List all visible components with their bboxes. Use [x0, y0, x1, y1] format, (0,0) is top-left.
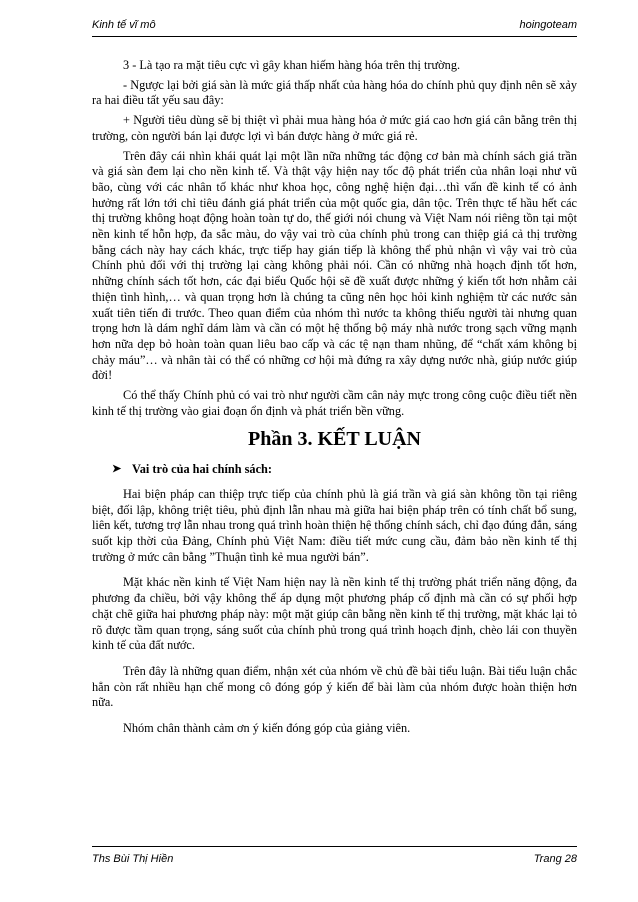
bullet-heading-text: Vai trò của hai chính sách: [132, 462, 272, 477]
paragraph: - Ngược lại bởi giá sàn là mức giá thấp nhất của hàng hóa do chính phủ quy định nên sẽ xảy ra hai điều tất yếu sau đây: [92, 77, 577, 108]
page-header [92, 16, 577, 37]
paragraph: Hai biện pháp can thiệp trực tiếp của chính phủ là giá trần và giá sàn không tồn tại riêng biệt, đối lập, không triệt tiêu, phủ định lẫn nhau mà giữa hai biện pháp trên có tính chất bổ sung, liên kết, tương trợ lẫn nhau trong quá trình hoàn thiện hệ thống chính sách, chỉ đạo đúng đắn, sáng suốt kịp thời của Đảng, Chính phủ Việt Nam: điều tiết mức cung cầu, đảm bảo nền kinh tế thị trường ở mức cân bằng ”Thuận tình kẻ mua người bán”. [92, 486, 577, 564]
footer-author: Ths Bùi Thị Hiền [92, 853, 174, 865]
page-footer [92, 846, 577, 867]
bullet-heading [112, 462, 577, 478]
paragraph: Nhóm chân thành cảm ơn ý kiến đóng góp của giảng viên. [123, 721, 411, 736]
footer-page-number: Trang 28 [533, 853, 577, 865]
header-subject: Kinh tế vĩ mô [92, 19, 156, 31]
paragraph: Trên đây cái nhìn khái quát lại một lần nữa những tác động cơ bản mà chính sách giá trần và giá sàn đem lại cho nền kinh tế. Và thật vậy hiện nay tốc độ phát triển của nhân loại như vũ bão, cùng với các nhân tố khác như khoa học, công nghệ hiện đại…thì vấn đề kinh tế có ảnh hưởng rất lớn tới chỉ tiêu đánh giá phát triển của một quốc gia, dân tộc. Trên thực tế hầu hết các thị trường không hoạt động hoàn toàn tự do, thế giới nói chung và Việt Nam nói riêng tồn tại một nền kinh tế hỗn hợp, đa sắc màu, do vậy vai trò của chính phủ trong can thiệp giá cả thị trường bằng cách này hay cách khác, trực tiếp hay gián tiếp là không thể phủ nhận vì vậy vai trò của Chính phủ đối với thị trường lại càng không phải nói. Cần có những nhà hoạch định tốt hơn, những chính sách tốt hơn, các đại biểu Quốc hội sẽ đề xuất được những ý kiến tốt hơn nhằm cải thiện tình hình,… và quan trọng hơn là chúng ta cũng nên học hỏi kinh nghiệm từ các nước sản xuất tiên tiến đi trước. Theo quan điểm của nhóm thì nước ta không thiếu người tài nhưng quan trọng hơn là dám nghĩ dám làm và cần có một hệ thống bộ máy nhà nước trong sạch vững mạnh hơn nữa dẹp bỏ hoàn toàn quan liêu bao cấp và các tệ nạn tham nhũng, để “chất xám không bị chảy máu”… và nhân tài có thể có những cơ hội mà đứng ra xây dựng nước nhà, giúp nước giúp đời! [92, 148, 577, 383]
header-team: hoingoteam [519, 19, 577, 31]
paragraph: 3 - Là tạo ra mặt tiêu cực vì gây khan hiếm hàng hóa trên thị trường. [123, 58, 461, 72]
paragraph: Có thể thấy Chính phủ có vai trò như người cầm cân nảy mực trong công cuộc điều tiết nền kinh tế thị trường vào giai đoạn ổn định và phát triển bền vững. [92, 388, 577, 418]
arrow-bullet-icon: ➤ [112, 463, 122, 476]
section-title: Phần 3. KẾT LUẬN [247, 428, 421, 451]
page-content [92, 58, 577, 741]
paragraph: + Người tiêu dùng sẽ bị thiệt vì phải mua hàng hóa ở mức giá cao hơn giá cân bằng trên thị trường, còn người bán lại được lợi vì bán được hàng ở mức giá rẻ. [92, 113, 577, 143]
paragraph: Trên đây là những quan điểm, nhận xét của nhóm về chủ đề bài tiểu luận. Bài tiểu luận chắc hẳn còn rất nhiều hạn chế mong cô đóng góp ý kiến để bài làm của nhóm được hoàn thiện hơn nữa. [92, 663, 577, 710]
paragraph: Mặt khác nền kinh tế Việt Nam hiện nay là nền kinh tế thị trường phát triển năng động, đa phương đa chiều, bởi vậy không thể áp dụng một phương pháp cố định mà cần có sự phối hợp chặt chẽ giữa hai phương pháp này: một mặt giúp cân bằng nền kinh tế thị trường, mặt khác lại tỏ rõ được tầm quan trọng, sáng suốt của chính phủ trong quá trình hoạch định, chèo lái con thuyền kinh tế của đất nước. [92, 575, 577, 653]
